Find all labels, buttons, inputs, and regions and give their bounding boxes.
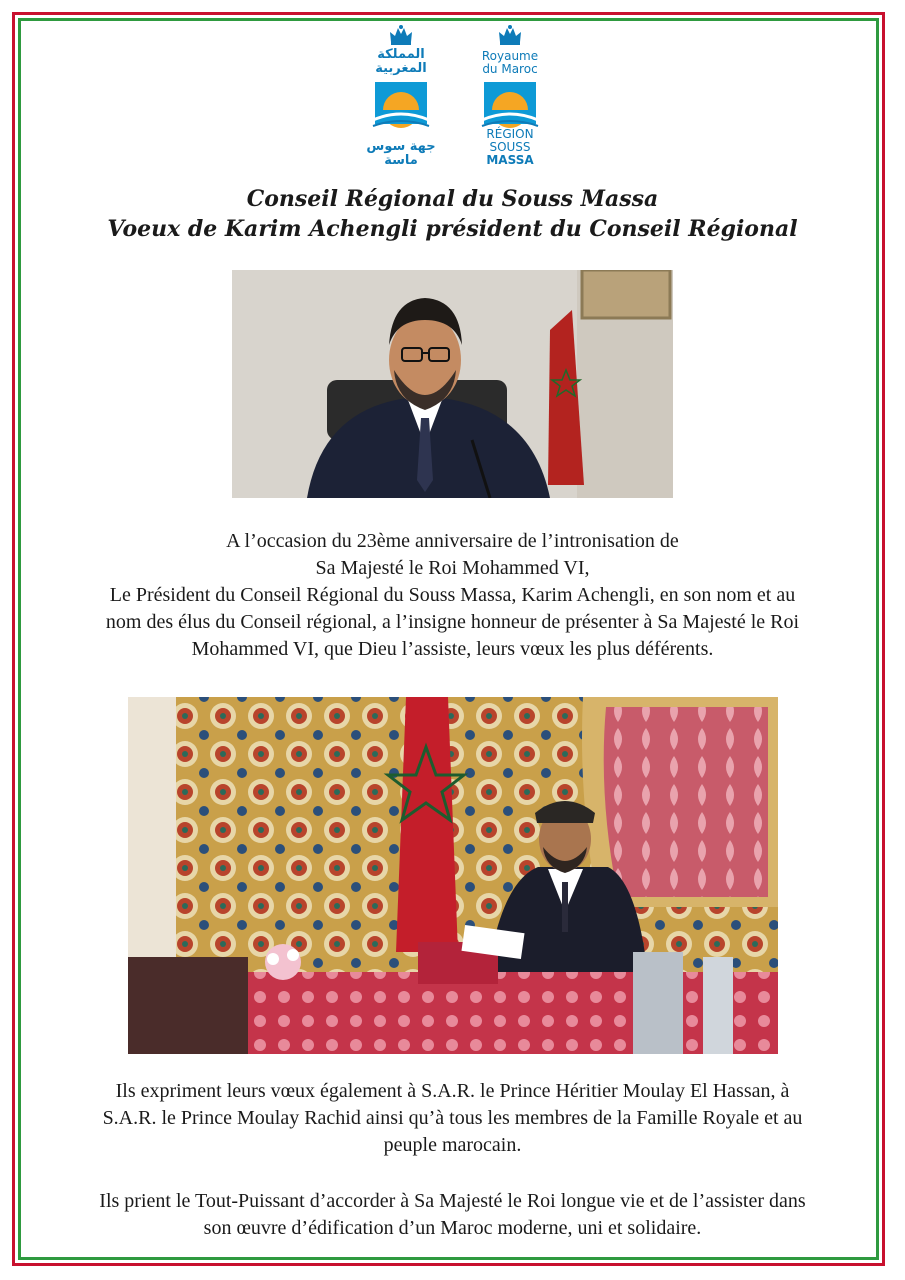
logo-massa-text: MASSA <box>486 153 534 167</box>
logo-souss-text: SOUSS <box>489 140 531 154</box>
intro-line: Le Président du Conseil Régional du Souss Massa, Karim Achengli, en son nom et au <box>109 584 796 606</box>
region-logo-french <box>465 24 555 169</box>
logo-royaume-text: Royaume <box>481 49 539 63</box>
logo-region-text: RÉGION <box>486 127 534 141</box>
intro-line: Sa Majesté le Roi Mohammed VI, <box>315 557 590 579</box>
closing-line: peuple marocain. <box>383 1134 522 1156</box>
president-photo <box>232 270 673 498</box>
closing-paragraph-1 <box>40 1078 865 1159</box>
intro-line: Mohammed VI, que Dieu l’assiste, leurs vœux les plus déférents. <box>191 638 714 660</box>
page-title-line-1: Conseil Régional du Souss Massa <box>246 186 659 212</box>
crown-icon <box>497 24 523 46</box>
intro-line: A l’occasion du 23ème anniversaire de l’intronisation de <box>226 530 679 552</box>
crown-icon <box>388 24 414 46</box>
logo-kingdom-text-ar: المملكة المغربية <box>375 47 427 76</box>
region-logo-arabic <box>356 24 446 169</box>
king-photo <box>128 697 778 1054</box>
sun-emblem-icon <box>371 80 431 140</box>
page-title-line-2: Voeux de Karim Achengli président du Conseil Régional <box>107 216 798 242</box>
closing-line: Ils prient le Tout-Puissant d’accorder à Sa Majesté le Roi longue vie et de l’assister dans <box>99 1190 806 1212</box>
closing-line: S.A.R. le Prince Moulay Rachid ainsi qu’à tous les membres de la Famille Royale et au <box>102 1107 803 1129</box>
intro-line: nom des élus du Conseil régional, a l’insigne honneur de présenter à Sa Majesté le Roi <box>105 611 800 633</box>
closing-paragraph-2 <box>40 1188 865 1242</box>
logo-du-maroc-text: du Maroc <box>482 62 538 76</box>
intro-paragraph <box>40 528 865 663</box>
logo-region-text-ar: جهة سوس ماسة <box>366 139 436 168</box>
closing-line: Ils expriment leurs vœux également à S.A.R. le Prince Héritier Moulay El Hassan, à <box>115 1080 790 1102</box>
closing-line: son œuvre d’édification d’un Maroc moderne, uni et solidaire. <box>203 1217 702 1239</box>
